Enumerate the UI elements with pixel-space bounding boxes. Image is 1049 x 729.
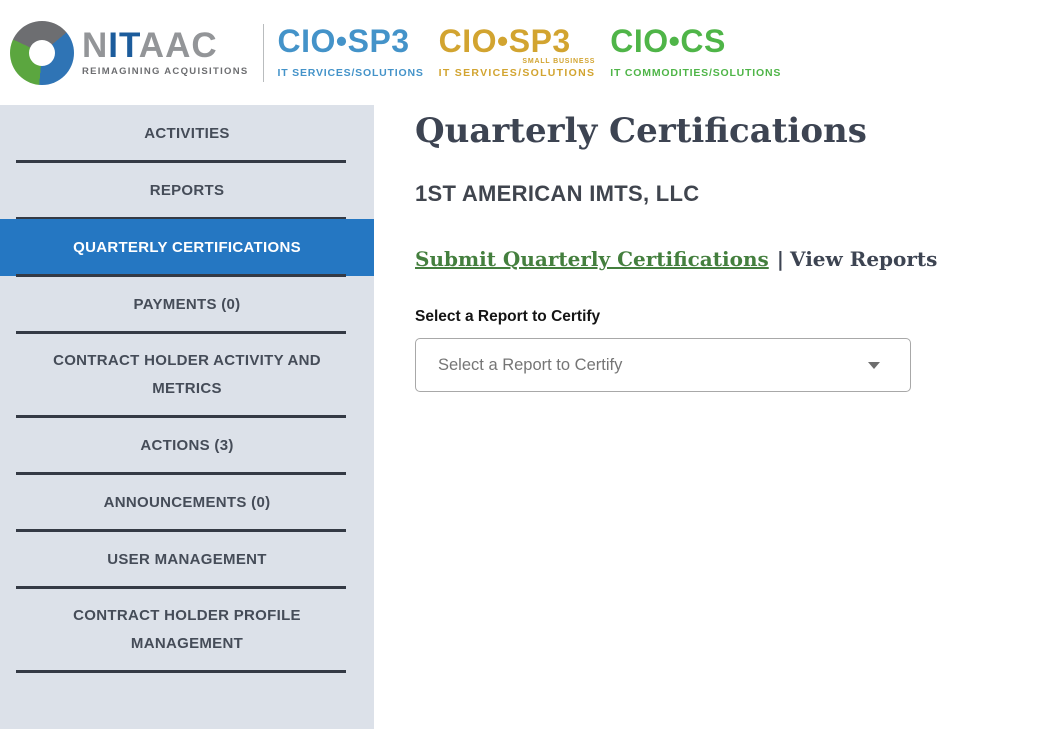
company-name: 1ST AMERICAN IMTS, LLC	[415, 181, 700, 206]
sidebar-item-announcements[interactable]: ANNOUNCEMENTS (0)	[0, 474, 374, 531]
report-select-placeholder: Select a Report to Certify	[438, 355, 623, 374]
small-business-badge: SMALL BUSINESS	[522, 58, 596, 65]
view-reports-link[interactable]: View Reports	[790, 247, 938, 271]
nitaac-swirl-icon	[10, 21, 74, 85]
sidebar-nav	[0, 105, 374, 729]
nitaac-tagline: REIMAGINING ACQUISITIONS	[82, 66, 249, 77]
report-select-label: Select a Report to Certify	[415, 308, 601, 325]
sidebar-item-actions[interactable]: ACTIONS (3)	[0, 417, 374, 474]
app-header	[0, 0, 1049, 105]
sidebar-item-activities[interactable]: ACTIVITIES	[0, 105, 374, 162]
cio-cs-logo: CIO•CS IT COMMODITIES/SOLUTIONS	[610, 23, 782, 79]
sidebar-item-contract-holder-activity-metrics[interactable]: CONTRACT HOLDER ACTIVITY AND METRICS	[0, 333, 374, 417]
main-content	[374, 105, 1049, 729]
chevron-down-icon	[868, 362, 880, 369]
page-layout	[0, 105, 1049, 729]
sidebar-item-user-management[interactable]: USER MANAGEMENT	[0, 531, 374, 588]
header-divider	[263, 24, 264, 82]
cio-sp3-logo: CIO•SP3 IT SERVICES/SOLUTIONS	[277, 23, 424, 79]
link-separator: |	[776, 247, 785, 271]
sidebar-item-payments[interactable]: PAYMENTS (0)	[0, 276, 374, 333]
page-title: Quarterly Certifications	[415, 111, 867, 151]
nitaac-logo[interactable]	[10, 21, 249, 85]
sidebar-item-quarterly-certifications[interactable]: QUARTERLY CERTIFICATIONS	[0, 219, 374, 276]
certification-links	[415, 247, 1049, 271]
report-select-dropdown[interactable]	[415, 338, 911, 392]
sidebar-item-contract-holder-profile-management[interactable]: CONTRACT HOLDER PROFILE MANAGEMENT	[0, 588, 374, 672]
nitaac-wordmark: NITAAC	[82, 26, 218, 65]
sidebar-item-reports[interactable]: REPORTS	[0, 162, 374, 219]
submit-quarterly-certifications-link[interactable]: Submit Quarterly Certifications	[415, 247, 769, 271]
cio-sp3-small-business-logo: CIO•SP3 SMALL BUSINESS IT SERVICES/SOLUTIONS	[438, 23, 596, 79]
